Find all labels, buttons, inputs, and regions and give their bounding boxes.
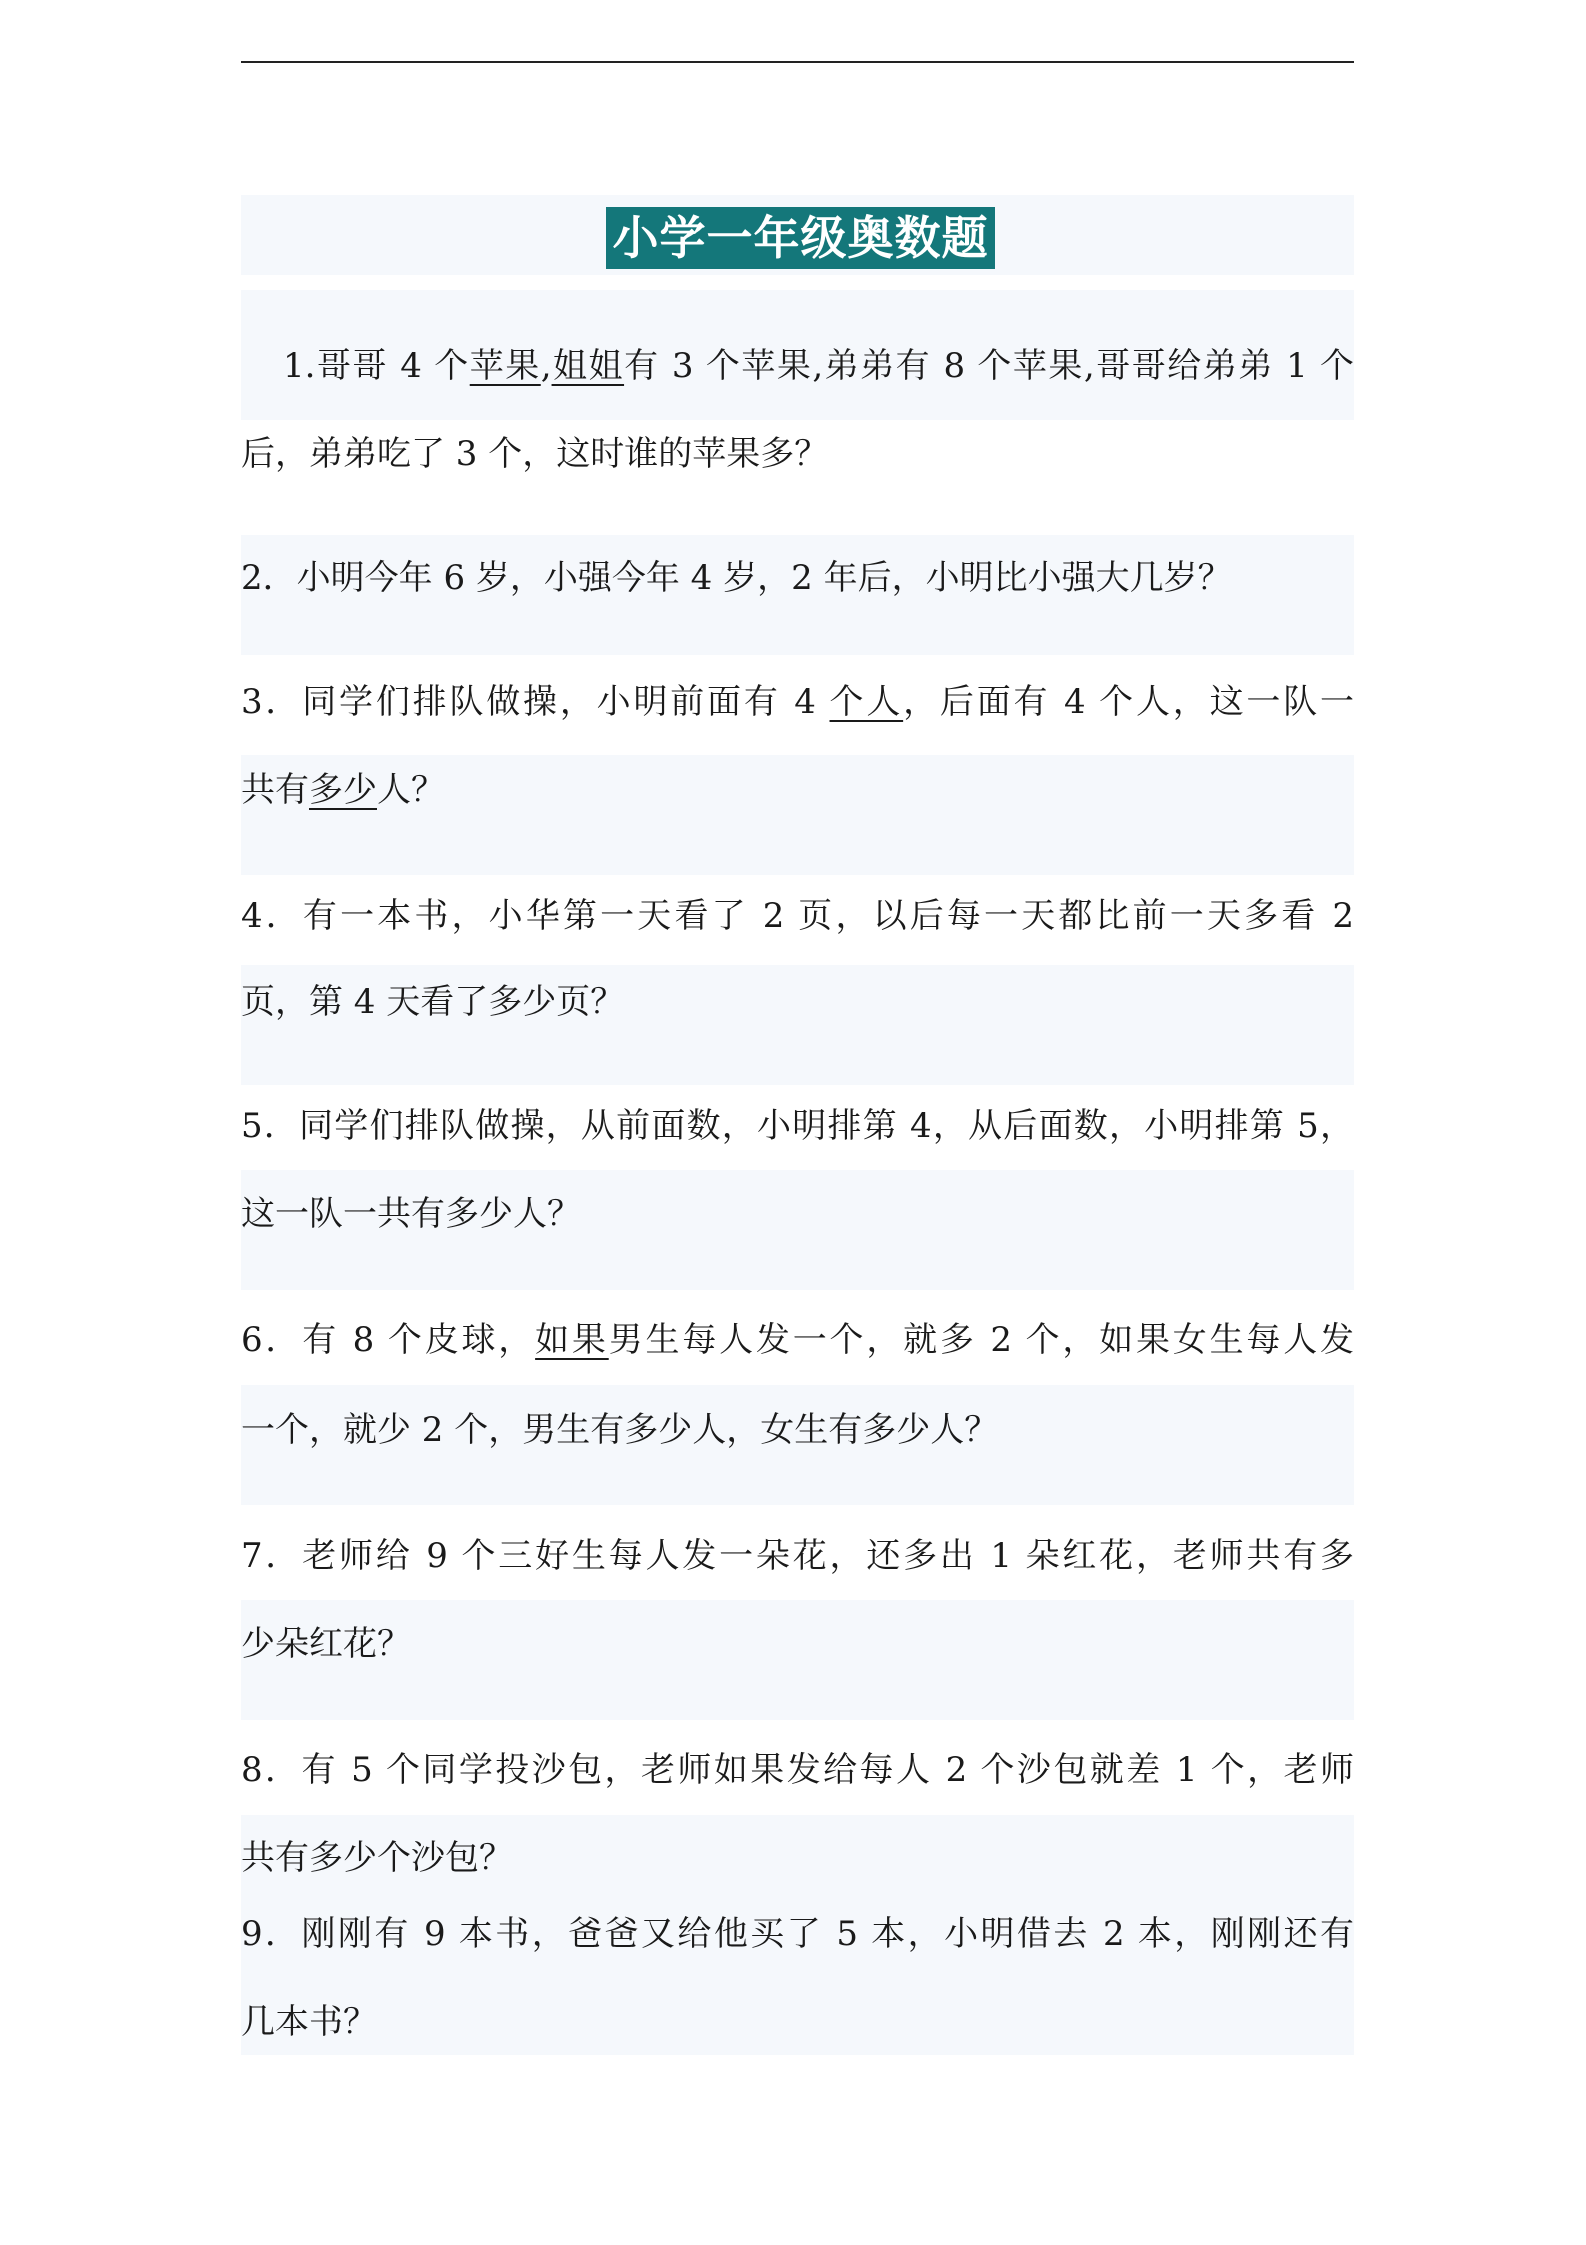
question-3-line-2: 共有多少人？ [241,770,445,810]
underlined-word: 姐姐 [551,346,625,386]
underlined-word: 苹果 [469,346,541,386]
question-1-line-1: 1.哥哥 4 个苹果,姐姐有 3 个苹果,弟弟有 8 个苹果,哥哥给弟弟 1 个 [283,346,1355,386]
question-6-line-1: 6．有 8 个皮球，如果男生每人发一个，就多 2 个，如果女生每人发 [241,1320,1355,1360]
underlined-word: 多少 [309,770,377,810]
question-8-line-2: 共有多少个沙包？ [241,1838,513,1878]
question-9-line-1: 9．刚刚有 9 本书，爸爸又给他买了 5 本，小明借去 2 本，刚刚还有 [241,1914,1354,1954]
question-6-line-2: 一个，就少 2 个，男生有多少人，女生有多少人？ [241,1410,999,1450]
question-4-line-1: 4．有一本书，小华第一天看了 2 页，以后每一天都比前一天多看 2 [241,896,1354,936]
question-1-line-2: 后，弟弟吃了 3 个，这时谁的苹果多？ [241,434,829,474]
question-4-line-2: 页，第 4 天看了多少页？ [241,982,625,1022]
underlined-word: 如果 [535,1320,609,1360]
header-rule [241,61,1354,63]
underlined-word: 个人 [829,682,904,722]
question-7-line-1: 7．老师给 9 个三好生每人发一朵花，还多出 1 朵红花，老师共有多 [241,1536,1354,1576]
question-2: 2．小明今年 6 岁，小强今年 4 岁，2 年后，小明比小强大几岁？ [241,558,1232,598]
question-5-line-1: 5．同学们排队做操，从前面数，小明排第 4，从后面数，小明排第 5， [241,1106,1354,1146]
question-8-line-1: 8．有 5 个同学投沙包，老师如果发给每人 2 个沙包就差 1 个，老师 [241,1750,1354,1790]
page-title: 小学一年级奥数题 [606,207,995,269]
question-7-line-2: 少朵红花？ [241,1624,411,1664]
question-3-line-1: 3．同学们排队做操，小明前面有 4 个人，后面有 4 个人，这一队一 [241,682,1354,722]
question-5-line-2: 这一队一共有多少人？ [241,1194,581,1234]
question-9-line-2: 几本书？ [241,2002,377,2042]
